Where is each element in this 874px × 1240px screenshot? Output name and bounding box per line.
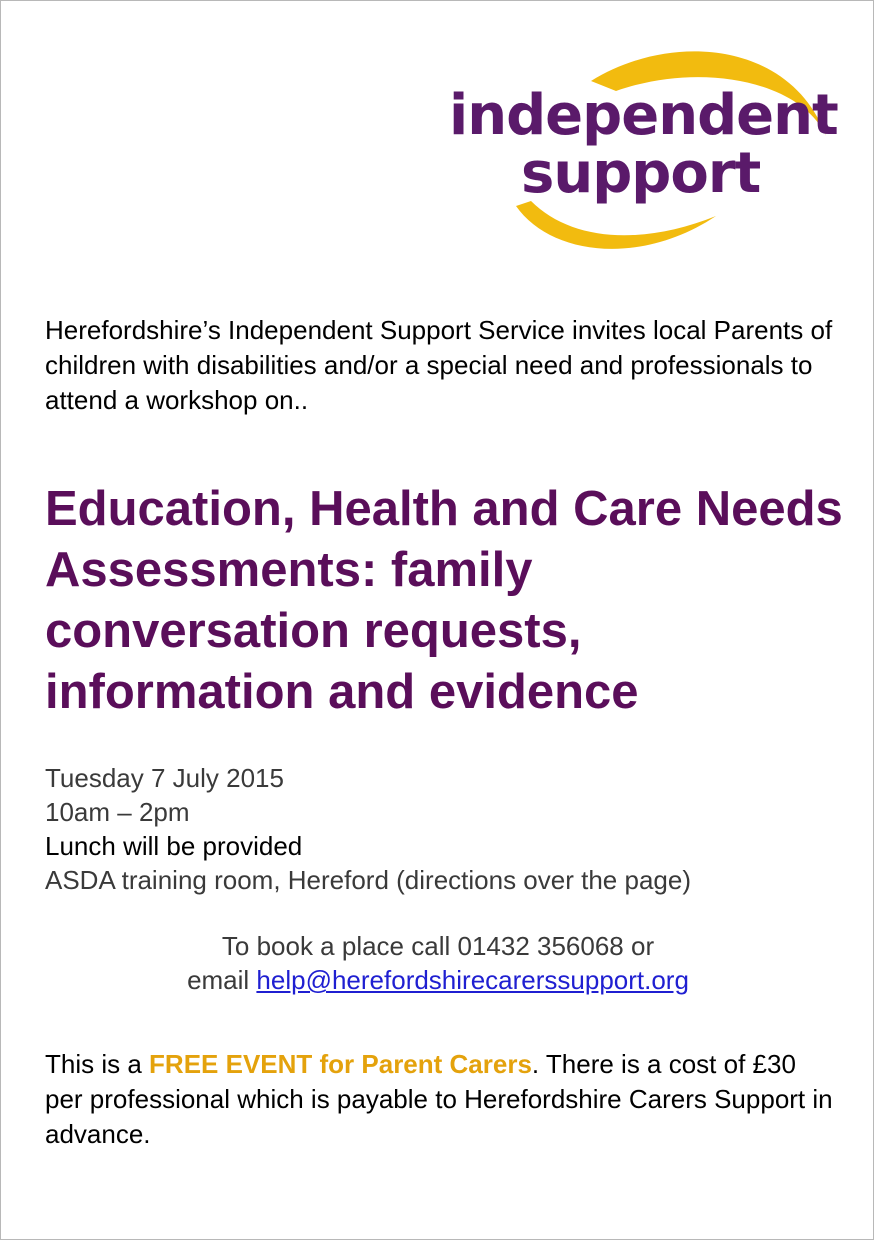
logo-word-independent: independent (449, 83, 838, 148)
cost-suffix: . There is a cost of £30 per professional which is payable to Herefordshire Carers Support in advance. (45, 1049, 833, 1149)
intro-paragraph: Herefordshire’s Independent Support Service invites local Parents of children with disabilities and/or a special need and professionals to attend a workshop on.. (45, 315, 833, 415)
event-details (45, 761, 845, 897)
event-date: Tuesday 7 July 2015 (45, 763, 284, 793)
booking-info (1, 929, 874, 997)
cost-prefix: This is a (45, 1049, 150, 1079)
independent-support-logo (441, 41, 841, 261)
cost-paragraph (45, 1047, 835, 1152)
booking-email-prefix: email (187, 965, 257, 995)
booking-phone-line: To book a place call 01432 356068 or (221, 931, 655, 961)
event-time: 10am – 2pm (45, 797, 190, 827)
event-venue: ASDA training room, Hereford (directions over the page) (45, 865, 691, 895)
logo-word-support: support (521, 141, 761, 206)
booking-email-link[interactable]: help@herefordshirecarerssupport.org (256, 965, 689, 995)
logo-lower-arc (516, 201, 716, 249)
booking-email-line (1, 963, 874, 997)
free-event-highlight: FREE EVENT for Parent Carers (149, 1049, 532, 1079)
workshop-title: Education, Health and Care Needs Assessments: family conversation requests, information and evidence (45, 482, 843, 719)
event-lunch: Lunch will be provided (45, 831, 303, 861)
